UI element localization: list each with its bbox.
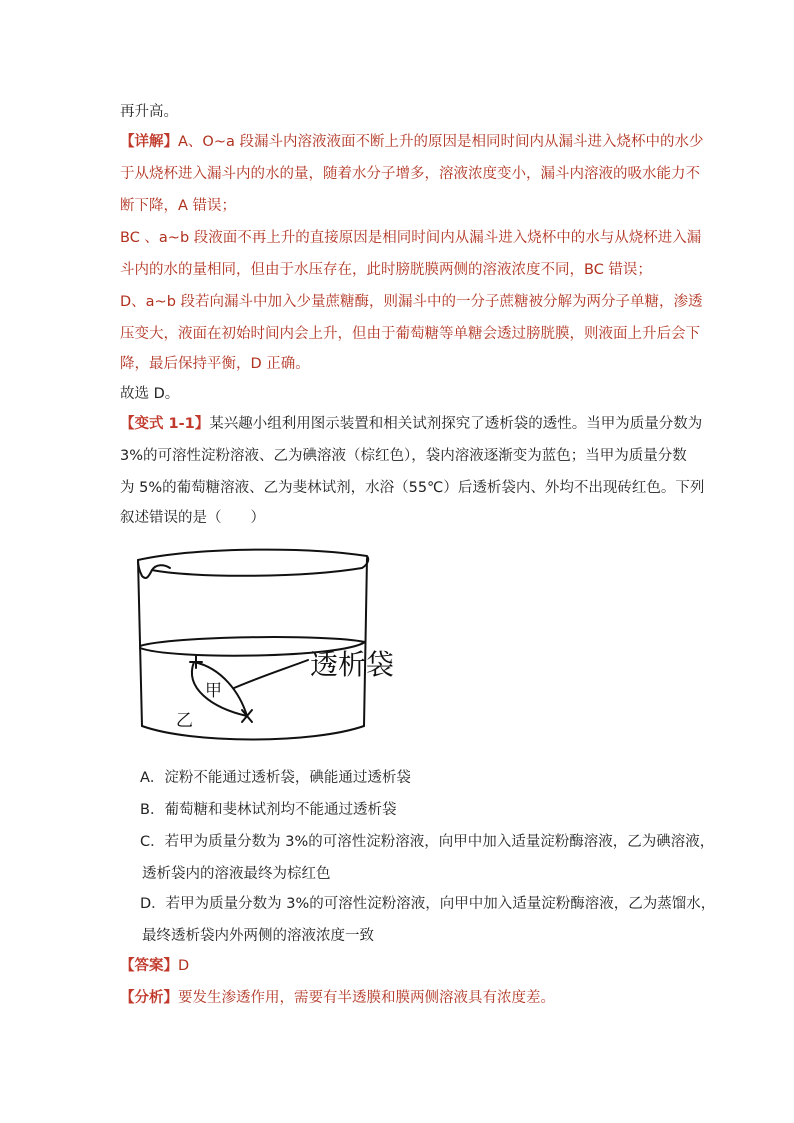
text-line-7: D、a~b 段若向漏斗中加入少量蔗糖酶，则漏斗中的一分子蔗糖被分解为两分子单糖，渗透 [120,294,703,310]
text-line-9: 降，最后保持平衡，D 正确。 [120,356,310,372]
detail-heading-line: 【详解】A、O~a 段漏斗内溶液液面不断上升的原因是相同时间内从漏斗进入烧杯中的水少 [120,134,704,150]
variant-tag: 【变式 1-1】 [120,416,210,432]
beaker-spout [152,565,170,570]
text-line-5: BC 、a~b 段液面不再上升的直接原因是相同时间内从漏斗进入烧杯中的水与从烧杯进入漏 [120,230,702,246]
analysis-line [120,988,555,1008]
option-c-line-1: C．若甲为质量分数为 3%的可溶性淀粉溶液，向甲中加入适量淀粉酶溶液，乙为碘溶液， [140,834,715,850]
option-d-line-1: D．若甲为质量分数为 3%的可溶性淀粉溶液，向甲中加入适量淀粉酶溶液，乙为蒸馏水， [140,896,716,912]
text-line-8: 压变大，液面在初始时间内会上升，但由于葡萄糖等单糖会透过膀胱膜，则液面上升后会下 [120,326,700,342]
text-line-3: 于从烧杯进入漏斗内的水的量，随着水分子增多，溶液浓度变小，漏斗内溶液的吸水能力不 [120,166,700,182]
text-line-6: 斗内的水的量相同，但由于水压存在，此时膀胱膜两侧的溶液浓度不同，BC 错误； [120,262,652,278]
answer-line [120,956,189,976]
beaker-figure [112,538,432,748]
variant-line-1: 【变式 1-1】某兴趣小组利用图示装置和相关试剂探究了透析袋的透性。当甲为质量分数为 [120,416,703,432]
outer-solution-label: 乙 [176,711,193,731]
text-line-10: 故选 D。 [120,386,180,402]
analysis-text: 要发生渗透作用，需要有半透膜和膜两侧溶液具有浓度差。 [178,990,555,1006]
option-b: B．葡萄糖和斐林试剂均不能通过透析袋 [140,802,397,818]
bag-label: 透析袋 [310,648,395,681]
text-line-4: 断下降，A 错误； [120,198,237,214]
answer-value: D [178,958,190,974]
detail-tag: 【详解】 [120,134,178,150]
label-pointer [234,660,308,688]
variant-line-2: 3%的可溶性淀粉溶液、乙为碘溶液（棕红色），袋内溶液逐渐变为蓝色；当甲为质量分数 [120,448,687,464]
text-line-1: 再升高。 [120,104,178,120]
analysis-tag: 【分析】 [120,990,178,1006]
beaker-rim [138,550,368,578]
variant-line-3: 为 5%的葡萄糖溶液、乙为斐林试剂，水浴（55℃）后透析袋内、外均不出现砖红色。下列 [120,480,705,496]
option-d-line-2: 最终透析袋内外两侧的溶液浓度一致 [142,928,374,944]
option-c-line-2: 透析袋内的溶液最终为棕红色 [142,866,331,882]
answer-tag: 【答案】 [120,958,178,974]
variant-line-4: 叙述错误的是（ ） [120,510,265,526]
beaker-drawing [112,538,432,748]
beaker-left-wall [138,560,142,726]
inner-solution-label: 甲 [205,681,222,701]
option-a: A．淀粉不能通过透析袋，碘能通过透析袋 [140,770,411,786]
